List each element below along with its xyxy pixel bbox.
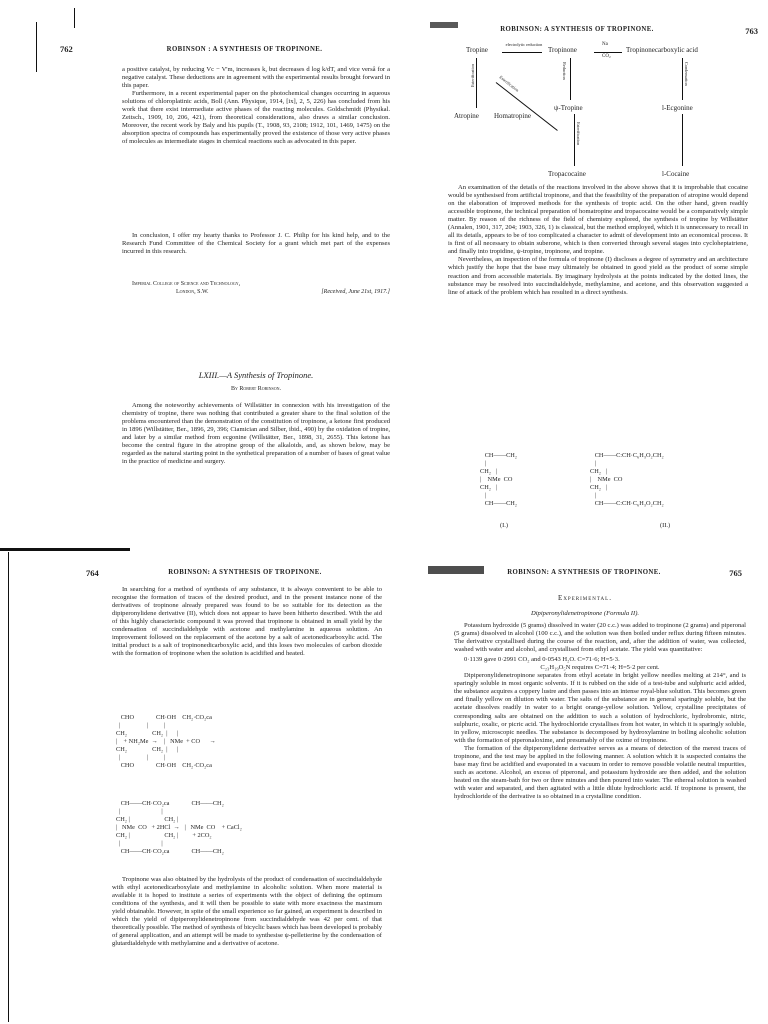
- compound-label: l-Cocaine: [662, 170, 690, 178]
- paragraph: In searching for a method of synthesis of any substance, it is always convenient to be able to recognise the formation of traces of the desired product, and in the present instance none of the derivatives of tropinone already prepared was found to be so suitable for its detection as the dipiperonylidene derivative (II), which does not appear to have been hitherto described. With the aid of this highly characteristic compound it was proved that tropinone is obtained in small yield by the condensation of succindialdehyde with acetone and methylamine in aqueous solution. An improvement followed on the replacement of the acetone by a salt of acetonedicarboxylic acid. The initial product is a salt of tropinonedicarboxylic acid, and this loses two molecules of carbon dioxide with the formation of tropinone when the solution is acidified and heated.: [112, 586, 382, 658]
- arrow: [502, 52, 542, 53]
- paragraph: Among the noteworthy achievements of Willstätter in connexion with his investigation of the chemistry of tropine, there was nothing that contributed a greater share to the final solution of the problems encountered than the demonstration of the constitution of tropinone, a ketone first produced in 1896 (Willstätter, Ber., 1896, 29, 396; Ciamician and Silber, ibid., 490) by the oxidation of tropine, and later by a similar method from ecgonine (Willstätter, Ber., 1898, 31, 2655). This ketone has become the central figure in the atropine group of the alkaloids, and, as shown below, may be regarded as the natural starting point in the synthetical preparation of a number of bases of great value in the practice of medicine and surgery.: [122, 402, 390, 466]
- body-text: [122, 402, 390, 466]
- compound-label: Homatropine: [494, 112, 531, 120]
- compound-label: l-Ecgonine: [662, 104, 693, 112]
- subsection-heading: Dipiperonylidenetropinone (Formula II).: [530, 610, 640, 617]
- page-763: [430, 20, 768, 540]
- body-text: [454, 622, 746, 801]
- formula-I: CH——CH₂ | CH₂ | | NMe CO CH₂ | | CH——CH₂ (I.): [480, 452, 518, 529]
- paragraph: Potassium hydroxide (5 grams) dissolved in water (20 c.c.) was added to tropinone (2 grams) and piperonal (5 grams) dissolved in alcohol (100 c.c.), and the solution was then boiled under reflux during fifteen minutes. The derivative crystallised during the course of the reaction, and, after the addition of water, was collected, washed with water and alcohol, and crystallised from ethyl acetate. The yield was quantitative:: [454, 622, 746, 654]
- section-heading: Experimental.: [558, 594, 612, 602]
- paragraph: Nevertheless, an inspection of the formula of tropinone (I) discloses a degree of symmetry and an architecture which justify the hope that the base may ultimately be obtained in good yield as the product of some simple reaction and from accessible materials. By imaginary hydrolysis at the points indicated by the dotted lines, the substance may be resolved into succindialdehyde, methylamine, and acetone, and this observation suggested a line of attack of the problem which has resulted in a direct synthesis.: [448, 256, 748, 296]
- running-header: ROBINSON: A SYNTHESIS OF TROPINONE.: [507, 569, 661, 576]
- arrow-label: Esterification: [470, 64, 475, 88]
- compound-label: ψ-Tropine: [554, 104, 583, 112]
- body-text: [448, 184, 748, 297]
- running-header: ROBINSON : A SYNTHESIS OF TROPINONE.: [166, 46, 323, 53]
- scan-edge-line: [8, 552, 9, 1022]
- section-title: LXIII.—A Synthesis of Tropinone.: [198, 370, 314, 380]
- analysis-line: 0·1139 gave 0·2991 CO₂ and 0·0543 H₂O. C=71·6; H=5·3.: [464, 656, 620, 664]
- page-764: [60, 560, 390, 1024]
- formula-label: (II.): [660, 522, 671, 529]
- arrow: [682, 58, 683, 100]
- compound-label: Tropinone: [548, 46, 577, 54]
- arrow: [682, 114, 683, 166]
- arrow: [476, 58, 477, 108]
- reaction-equation-1: CHO CH·OH CH₂·CO₂ca | | | CH₂ CH₂ | | | + NH₂Me → | NMe + CO → CH₂ CH₂ | | | | | CHO CH·OH CH₂·CO₂ca: [116, 714, 216, 769]
- paragraph: Tropinone was also obtained by the hydrolysis of the product of condensation of succindialdehyde with ethyl acetonedicarboxylate and methylamine in alcoholic solution. When more material is available it is hoped to institute a series of experiments with the object of defining the optimum conditions of the synthesis, and it will then be possible to state with more exactness the maximum yield obtainable. However, in spite of the small experience so far gained, an experiment is described in which the yield of dipiperonylidenetropinone from succindialdehyde was 42 per cent. of that theoretically possible. The method of synthesis of bicyclic bases which has been developed is probably of general application, and an attempt will be made to synthesise ψ-pelletierine by the condensation of glutardialdehyde with methylamine and a derivative of acetone.: [112, 876, 382, 948]
- body-text: [112, 876, 382, 948]
- compound-label: Tropacocaine: [548, 170, 586, 178]
- paragraph: In conclusion, I offer my hearty thanks to Professor J. C. Philip for his kind help, and to the Research Fund Committee of the Chemical Society for a grant which met part of the expenses incurred in this research.: [122, 232, 390, 256]
- arrow-label: CO₂: [602, 54, 611, 59]
- arrow-label: Reduction: [562, 62, 567, 80]
- arrow-label: Condensation: [684, 62, 689, 86]
- scan-edge-line: [74, 8, 75, 28]
- author-line: By Robert Robinson.: [230, 386, 282, 392]
- affiliation: [132, 280, 390, 297]
- arrow-label: Esterification: [498, 74, 520, 93]
- page-number: 763: [745, 26, 758, 36]
- running-header: ROBINSON: A SYNTHESIS OF TROPINONE.: [500, 26, 654, 33]
- compound-label: Tropine: [466, 46, 488, 54]
- affiliation-line: Imperial College of Science and Technology,: [132, 281, 241, 287]
- page-762: [52, 30, 397, 530]
- page-number: 764: [86, 568, 99, 578]
- analysis-line: C₂₃H₁₉O₅N requires C=71·4; H=5·2 per cent.: [540, 664, 660, 672]
- paragraph: Furthermore, in a recent experimental paper on the photochemical changes occurring in aqueous solutions of chloroplatinic acids, Boll (Ann. Physique, 1914, [ix], 2, 5, 226) has concluded from his work that there exist intermediate active phases of the reacting molecules. Goldschmidt (Physikal. Zeitsch., 1909, 10, 206, 421), from theoretical considerations, also draws a similar conclusion. Moreover, the recent work by Baly and his pupils (T., 1908, 93, 2108; 1912, 101, 1469, 1475) on the absorption spectra of compounds has experimentally proved the existence of those very active phases of molecules as intermediate stages in chemical reactions such as advocated in this paper.: [122, 90, 390, 146]
- page-number: 765: [729, 568, 742, 578]
- arrow: [594, 52, 622, 53]
- paragraph: An examination of the details of the reactions involved in the above shows that it is improbable that cocaine would be synthesised from artificial tropinone, and that the feasibility of the preparation of atropine would depend on the elaboration of improved methods for the synthesis of tropic acid. On the other hand, given readily accessible tropinone, the technical preparation of homatropine and tropacocaine would be a comparatively simple matter. By reason of the richness of the field of chemistry explored, the synthesis of tropine by Willstätter (Annalen, 1901, 317, 204; 1903, 326, 1) is classical, but the method employed, which it is unnecessary to recall in all its details, appears to be of too complicated a character to admit of development into an economical process. It is first of all necessary to obtain suberone, which is then converted through several stages into cycloheptatriene, and finally into tropidine, ψ-tropine, tropinone, and tropine.: [448, 184, 748, 256]
- page-number: 762: [60, 44, 73, 54]
- reaction-equation-2: CH——CH·CO₂ca CH——CH₂ | | CH₂ | CH₂ | | NMe CO + 2HCl → | NMe CO + CaCl₂ CH₂ | CH₂ | + 2CO₂ | | CH——CH·CO₂ca CH——CH₂: [116, 800, 242, 855]
- formula-II: CH——C:CH·C₆H₃O₂CH₂ | CH₂ | | NMe CO CH₂ | | CH——C:CH·C₆H₃O₂CH₂ (II.): [590, 452, 671, 529]
- compound-label: Tropinonecarboxylic acid: [626, 46, 698, 54]
- arrow: [570, 58, 571, 100]
- compound-label: Atropine: [454, 112, 479, 120]
- scan-edge-line: [36, 22, 37, 72]
- arrow: [574, 114, 575, 166]
- formula-label: (I.): [500, 522, 508, 529]
- received-date: [Received, June 21st, 1917.]: [321, 289, 390, 296]
- reaction-scheme: [430, 42, 768, 182]
- arrow-label: Esterification: [576, 122, 581, 146]
- running-header: ROBINSON: A SYNTHESIS OF TROPINONE.: [168, 569, 322, 576]
- arrow: [496, 82, 558, 131]
- page-765: [420, 560, 768, 1024]
- affiliation-city: London, S.W.: [176, 289, 209, 296]
- arrow-label: electrolytic reduction: [505, 42, 543, 47]
- body-text: [112, 586, 382, 658]
- body-text: [122, 232, 390, 256]
- scan-edge-line: [0, 548, 130, 551]
- paragraph: a positive catalyst, by reducing Vc − V'm, increases k, but decreases d log k/dT, and vice versâ for a negative catalyst. These deductions are in agreement with the experimental results brought forward in this paper.: [122, 66, 390, 90]
- arrow-label: Na: [602, 42, 608, 47]
- paragraph: The formation of the dipiperonylidene derivative serves as a means of detection of the merest traces of tropinone, and the test may be applied in the following manner. A solution which it is suspected contains the base may first be acidified and evaporated in a vacuum in order to remove possible volatile neutral impurities, such as acetone. Alcohol, an excess of piperonal, and potassium hydroxide are then added, and the solution heated on the steam-bath for two or three minutes and then poured into water. The ethereal solution is washed with water and separated, and then agitated with a little dilute hydrochloric acid. If tropinone is present, the hydrochloride of the derivative is so obtained in a crystalline condition.: [454, 744, 746, 800]
- body-text: [122, 66, 390, 146]
- paragraph: Dipiperonylidenetropinone separates from ethyl acetate in bright yellow needles melting at 214°, and is sparingly soluble in most organic solvents. If it is rubbed on the side of a test-tube and sulphuric acid added, the substance acquires a coppery lustre and then passes into an intense royal-blue solution. This becomes green and finally yellow on dilution with water. The salts of the substance are in general sparingly soluble, but the acetate dissolves readily in water to a bright orange-yellow solution. Yellow, crystalline precipitates of corresponding salts are obtained on the addition to such a solution of hydrochloric, hydrobromic, nitric, sulphuric, oxalic, or picric acid. The hydrochloride crystallises from hot water, in which it is sparingly soluble, in yellow, microscopic needles. The substance is decomposed by hydroxylamine in boiling alcoholic solution with the formation of piperonaloxime, and presumably of the oxime of tropinone.: [454, 672, 746, 744]
